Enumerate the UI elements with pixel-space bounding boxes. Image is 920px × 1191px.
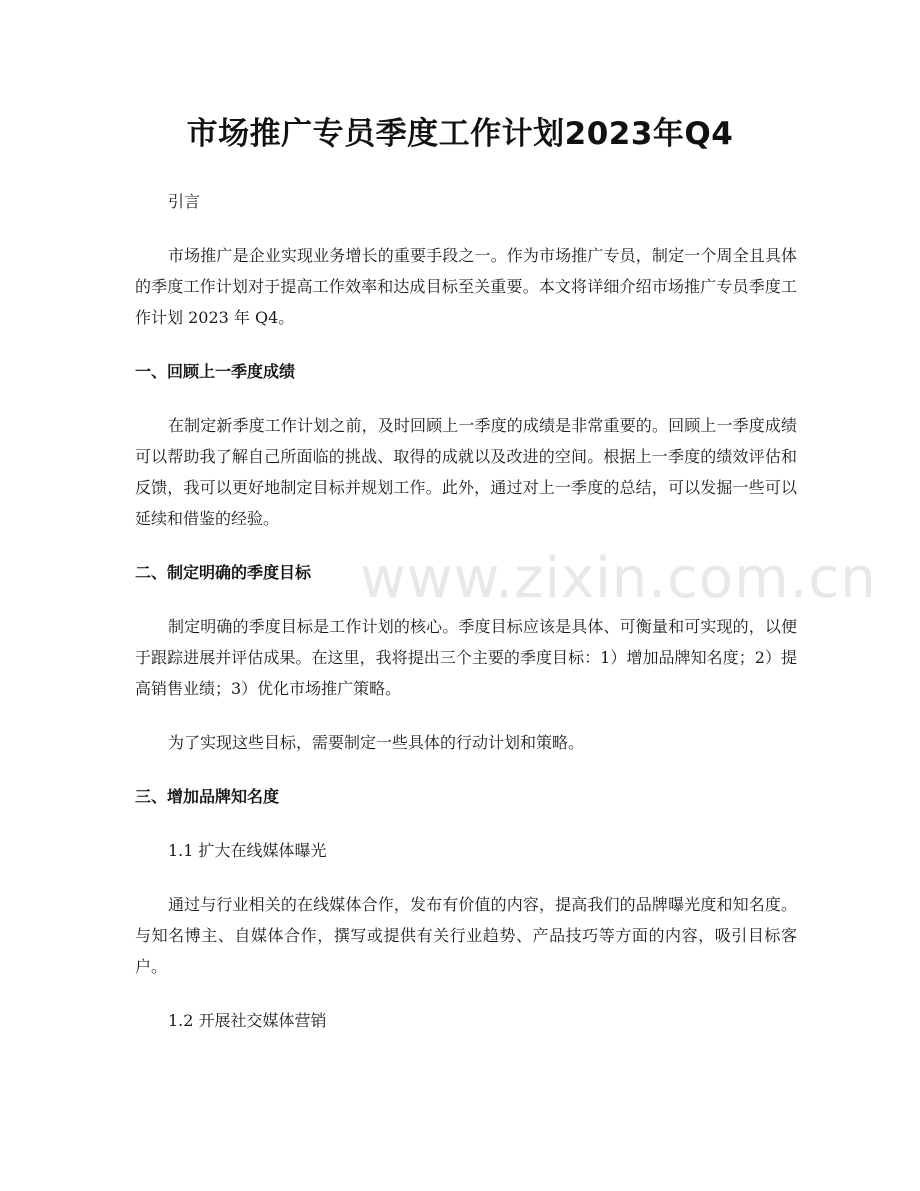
intro-label: 引言 bbox=[168, 192, 201, 211]
subsection-1-1-title: 1.1 扩大在线媒体曝光 bbox=[168, 841, 327, 860]
section3-heading: 三、增加品牌知名度 bbox=[135, 787, 280, 806]
document-title: 市场推广专员季度工作计划2023年Q4 bbox=[186, 116, 734, 152]
subsection-1-1-paragraph: 通过与行业相关的在线媒体合作，发布有价值的内容，提高我们的品牌曝光度和知名度。与知名博主、自媒体合作，撰写或提供有关行业趋势、产品技巧等方面的内容，吸引目标客户。 bbox=[135, 895, 797, 976]
intro-paragraph: 市场推广是企业实现业务增长的重要手段之一。作为市场推广专员，制定一个周全且具体的季度工作计划对于提高工作效率和达成目标至关重要。本文将详细介绍市场推广专员季度工作计划 2023 年 Q4。 bbox=[135, 246, 797, 327]
watermark: www.zixin.com.cn bbox=[360, 546, 877, 611]
section1-paragraph: 在制定新季度工作计划之前，及时回顾上一季度的成绩是非常重要的。回顾上一季度成绩可以帮助我了解自己所面临的挑战、取得的成就以及改进的空间。根据上一季度的绩效评估和反馈，我可以更好地制定目标并规划工作。此外，通过对上一季度的总结，可以发掘一些可以延续和借鉴的经验。 bbox=[135, 416, 797, 528]
document-body bbox=[135, 186, 797, 1059]
section2-paragraph-2: 为了实现这些目标，需要制定一些具体的行动计划和策略。 bbox=[168, 733, 585, 752]
section1-heading: 一、回顾上一季度成绩 bbox=[135, 362, 296, 381]
section2-paragraph: 制定明确的季度目标是工作计划的核心。季度目标应该是具体、可衡量和可实现的，以便于跟踪进展并评估成果。在这里，我将提出三个主要的季度目标：1）增加品牌知名度；2）提高销售业绩；3）优化市场推广策略。 bbox=[135, 617, 797, 698]
subsection-1-2-title: 1.2 开展社交媒体营销 bbox=[168, 1011, 327, 1030]
section2-heading: 二、制定明确的季度目标 bbox=[135, 563, 312, 582]
